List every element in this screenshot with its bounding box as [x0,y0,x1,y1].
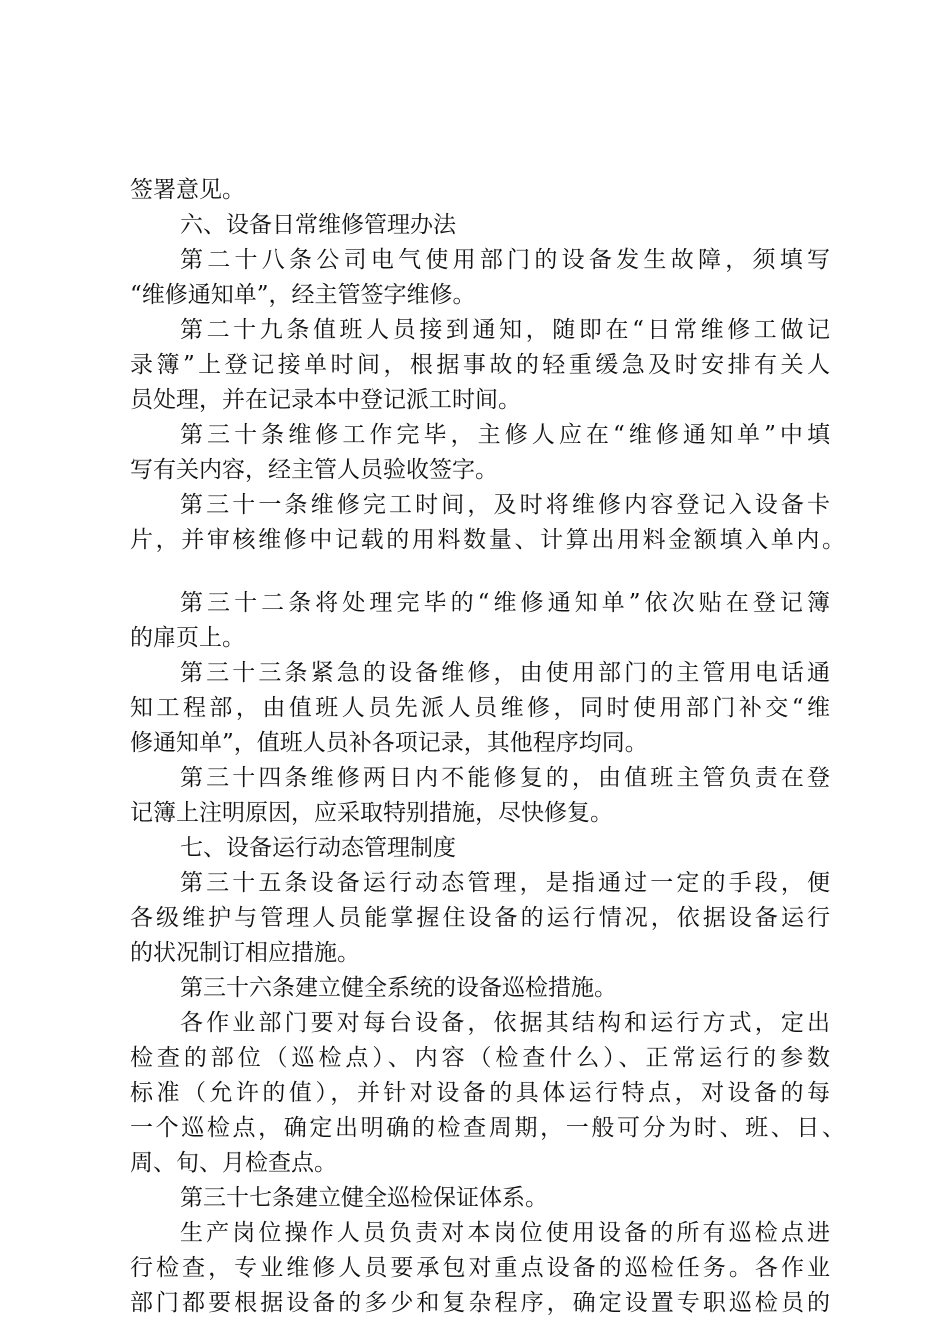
text-line: 周、旬、月检查点。 [130,1150,337,1176]
text-line: “维修通知单”，经主管签字维修。 [130,282,476,308]
text-line: 部门都要根据设备的多少和复杂程序，确定设置专职巡检员的 [130,1290,830,1316]
text-line: 写有关内容，经主管人员验收签字。 [130,457,498,483]
text-line: 的扉页上。 [130,625,245,651]
section-heading: 七、设备运行动态管理制度 [180,835,456,861]
text-line: 标准（允许的值），并针对设备的具体运行特点，对设备的每 [130,1080,830,1106]
text-line: 第三十四条维修两日内不能修复的，由值班主管负责在登 [180,765,830,791]
text-line: 第二十八条公司电气使用部门的设备发生故障，须填写 [180,247,830,273]
text-line: 员处理，并在记录本中登记派工时间。 [130,387,521,413]
text-line: 签署意见。 [130,177,245,203]
text-line: 一个巡检点，确定出明确的检查周期，一般可分为时、班、日、 [130,1115,845,1141]
text-line: 记簿上注明原因，应采取特别措施，尽快修复。 [130,800,613,826]
text-line: 第三十三条紧急的设备维修，由使用部门的主管用电话通 [180,660,830,686]
text-line: 片，并审核维修中记载的用料数量、计算出用料金额填入单内。 [130,527,845,553]
text-line: 第三十条维修工作完毕，主修人应在“维修通知单”中填 [180,422,830,448]
text-line: 第三十一条维修完工时间，及时将维修内容登记入设备卡 [180,492,830,518]
text-line: 生产岗位操作人员负责对本岗位使用设备的所有巡检点进 [180,1220,830,1246]
text-line: 修通知单”，值班人员补各项记录，其他程序均同。 [130,730,648,756]
text-line: 第二十九条值班人员接到通知，随即在“日常维修工做记 [180,317,830,343]
text-line: 各级维护与管理人员能掌握住设备的运行情况，依据设备运行 [130,905,830,931]
text-line: 各作业部门要对每台设备，依据其结构和运行方式，定出 [180,1010,830,1036]
text-line: 检查的部位（巡检点）、内容（检查什么）、正常运行的参数 [130,1045,830,1071]
text-line: 第三十六条建立健全系统的设备巡检措施。 [180,975,617,1001]
section-heading: 六、设备日常维修管理办法 [180,212,456,238]
text-line: 知工程部，由值班人员先派人员维修，同时使用部门补交“维 [130,695,830,721]
text-line: 第三十七条建立健全巡检保证体系。 [180,1185,548,1211]
text-line: 第三十二条将处理完毕的“维修通知单”依次贴在登记簿 [180,590,830,616]
text-line: 行检查，专业维修人员要承包对重点设备的巡检任务。各作业 [130,1255,830,1281]
text-line: 的状况制订相应措施。 [130,940,360,966]
text-line: 第三十五条设备运行动态管理，是指通过一定的手段，便 [180,870,830,896]
text-line: 录簿”上登记接单时间，根据事故的轻重缓急及时安排有关人 [130,352,830,378]
